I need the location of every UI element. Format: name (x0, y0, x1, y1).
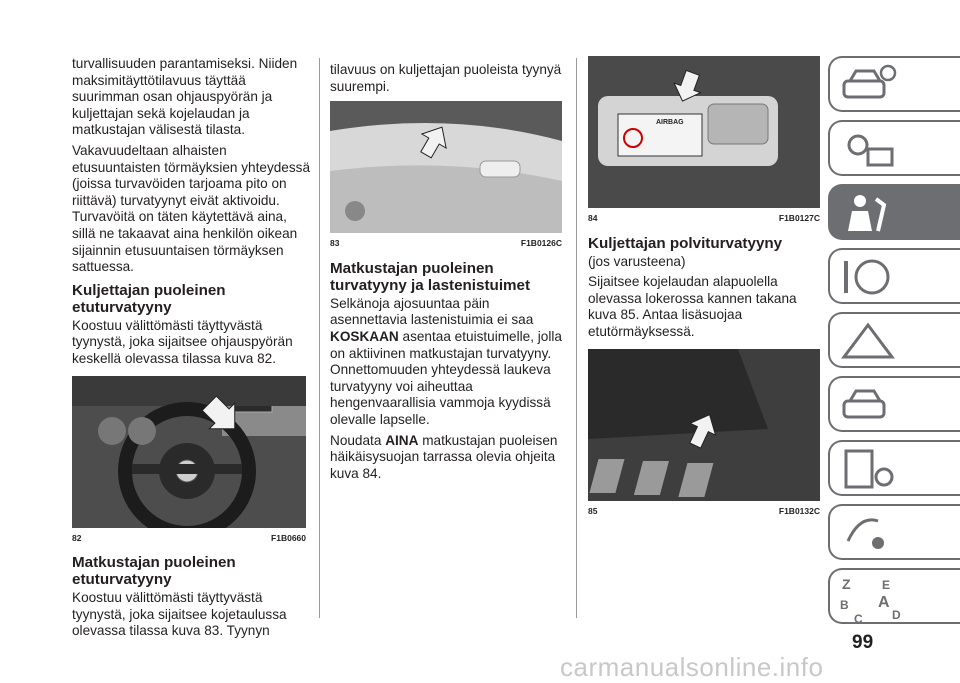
column-divider (319, 58, 320, 618)
tab-warning-lights[interactable] (828, 120, 960, 176)
figure-84-sun-visor (588, 56, 820, 208)
figure-code: F1B0126C (520, 238, 562, 249)
svg-text:Z: Z (842, 576, 851, 592)
figure-code: F1B0127C (778, 213, 820, 223)
paragraph: Koostuu välittömästi täyttyvästä tyynystä, joka sijaitsee ohjauspyörän keskellä olevassa tilassa kuva 82. (72, 317, 293, 366)
figure-caption (72, 530, 306, 547)
figure-code: F1B0132C (778, 505, 820, 516)
tab-safety[interactable] (828, 184, 960, 240)
paragraph: Noudata AINA matkustajan puoleisen häikäisysuojan tarrassa olevia ohjeita kuva 84. (330, 432, 558, 481)
tab-multimedia[interactable] (828, 504, 960, 560)
car-info-icon (838, 63, 898, 107)
figure-code: F1B0660 (271, 532, 306, 543)
section-heading: Matkustajan puoleinen turvatyyny ja lastenistuimet (330, 259, 531, 294)
figure-caption (588, 210, 820, 227)
watermark: carmanualsonline.info (560, 652, 824, 682)
figure-85-knee-airbag (588, 349, 820, 501)
tab-index[interactable] (828, 568, 960, 624)
column-divider (576, 58, 577, 618)
airbag-label: AIRBAG (656, 119, 684, 126)
figure-caption (330, 235, 562, 252)
svg-text:A: A (878, 594, 890, 611)
paragraph: Selkänoja ajosuuntaa päin asennettavia lastenistuimia ei saa KOSKAAN asentaa etuistuimelle, jolla on aktiivinen matkustajan turvatyyny. Onnettomuuden yhteydessä laukeva turvatyyny voi aiheuttaa hengenvaarallisia vammoja kyydissä olevalle lapselle. (330, 295, 562, 427)
svg-text:D: D (892, 608, 901, 622)
svg-text:C: C (854, 612, 863, 625)
paragraph: Sijaitsee kojelaudan alapuolella olevassa lokerossa kannen takana kuva 85. Antaa lisäsuojaa etutörmäyksessä. (588, 274, 797, 339)
emergency-icon (838, 319, 898, 363)
figure-83-dashboard (330, 101, 562, 233)
tab-emergency[interactable] (828, 312, 960, 368)
figure-number: 82 (72, 532, 82, 543)
figure-82-steering-wheel (72, 376, 306, 528)
sun-visor-illustration (588, 56, 820, 208)
paragraph: (jos varusteena) (588, 253, 686, 269)
tab-car-info[interactable] (828, 56, 960, 112)
figure-caption (588, 503, 820, 520)
emphasis: AINA (385, 432, 419, 448)
figure-number: 85 (588, 505, 598, 516)
svg-text:B: B (840, 598, 849, 612)
column-left (72, 56, 312, 644)
paragraph: Vakavuudeltaan alhaisten etusuuntaisten törmäyksien yhteydessä (joissa turvavöiden tarjoama pito on riittävä) turvatyynyt eivät aktivoidu. Turvavöitä on täten käytettävä aina, sillä ne takaavat aina henkilön oikean sijainnin etusuuntaisen törmäyksen sattuessa. (72, 142, 311, 275)
steering-wheel-illustration (72, 376, 306, 528)
dashboard-illustration (330, 101, 562, 233)
section-heading: Kuljettajan polviturvatyyny (588, 234, 783, 252)
paragraph: tilavuus on kuljettajan puoleista tyynyä suurempi. (330, 62, 562, 94)
knee-airbag-illustration (588, 349, 820, 501)
figure-number: 84 (588, 213, 598, 223)
section-heading: Matkustajan puoleinen etuturvatyyny (72, 554, 236, 589)
paragraph: turvallisuuden parantamiseksi. Niiden maksimitäyttötilavuus täyttää suurimman osan ohjauspyörän ja kuljettajan sekä kojelaudan ja matkustajan välisestä tilasta. (72, 56, 298, 138)
emphasis: KOSKAAN (330, 328, 399, 344)
page-number: 99 (852, 632, 874, 653)
tab-technical-data[interactable] (828, 440, 960, 496)
svg-text:E: E (882, 578, 891, 592)
safety-airbag-icon (838, 191, 898, 235)
technical-data-icon (838, 447, 898, 491)
figure-number: 83 (330, 238, 340, 249)
multimedia-icon (838, 511, 898, 555)
section-heading: Kuljettajan puoleinen etuturvatyyny (72, 281, 226, 316)
tab-starting-driving[interactable] (828, 248, 960, 304)
paragraph: Koostuu välittömästi täyttyvästä tyynystä, joka sijaitsee kojetaulussa olevassa tilassa kuva 83. Tyynyn (72, 590, 287, 639)
maintenance-icon (838, 383, 898, 427)
starting-driving-icon (838, 255, 898, 299)
column-middle (330, 62, 562, 486)
index-icon (838, 575, 918, 625)
column-right (588, 56, 820, 527)
warning-lights-icon (838, 127, 898, 171)
tab-maintenance[interactable] (828, 376, 960, 432)
